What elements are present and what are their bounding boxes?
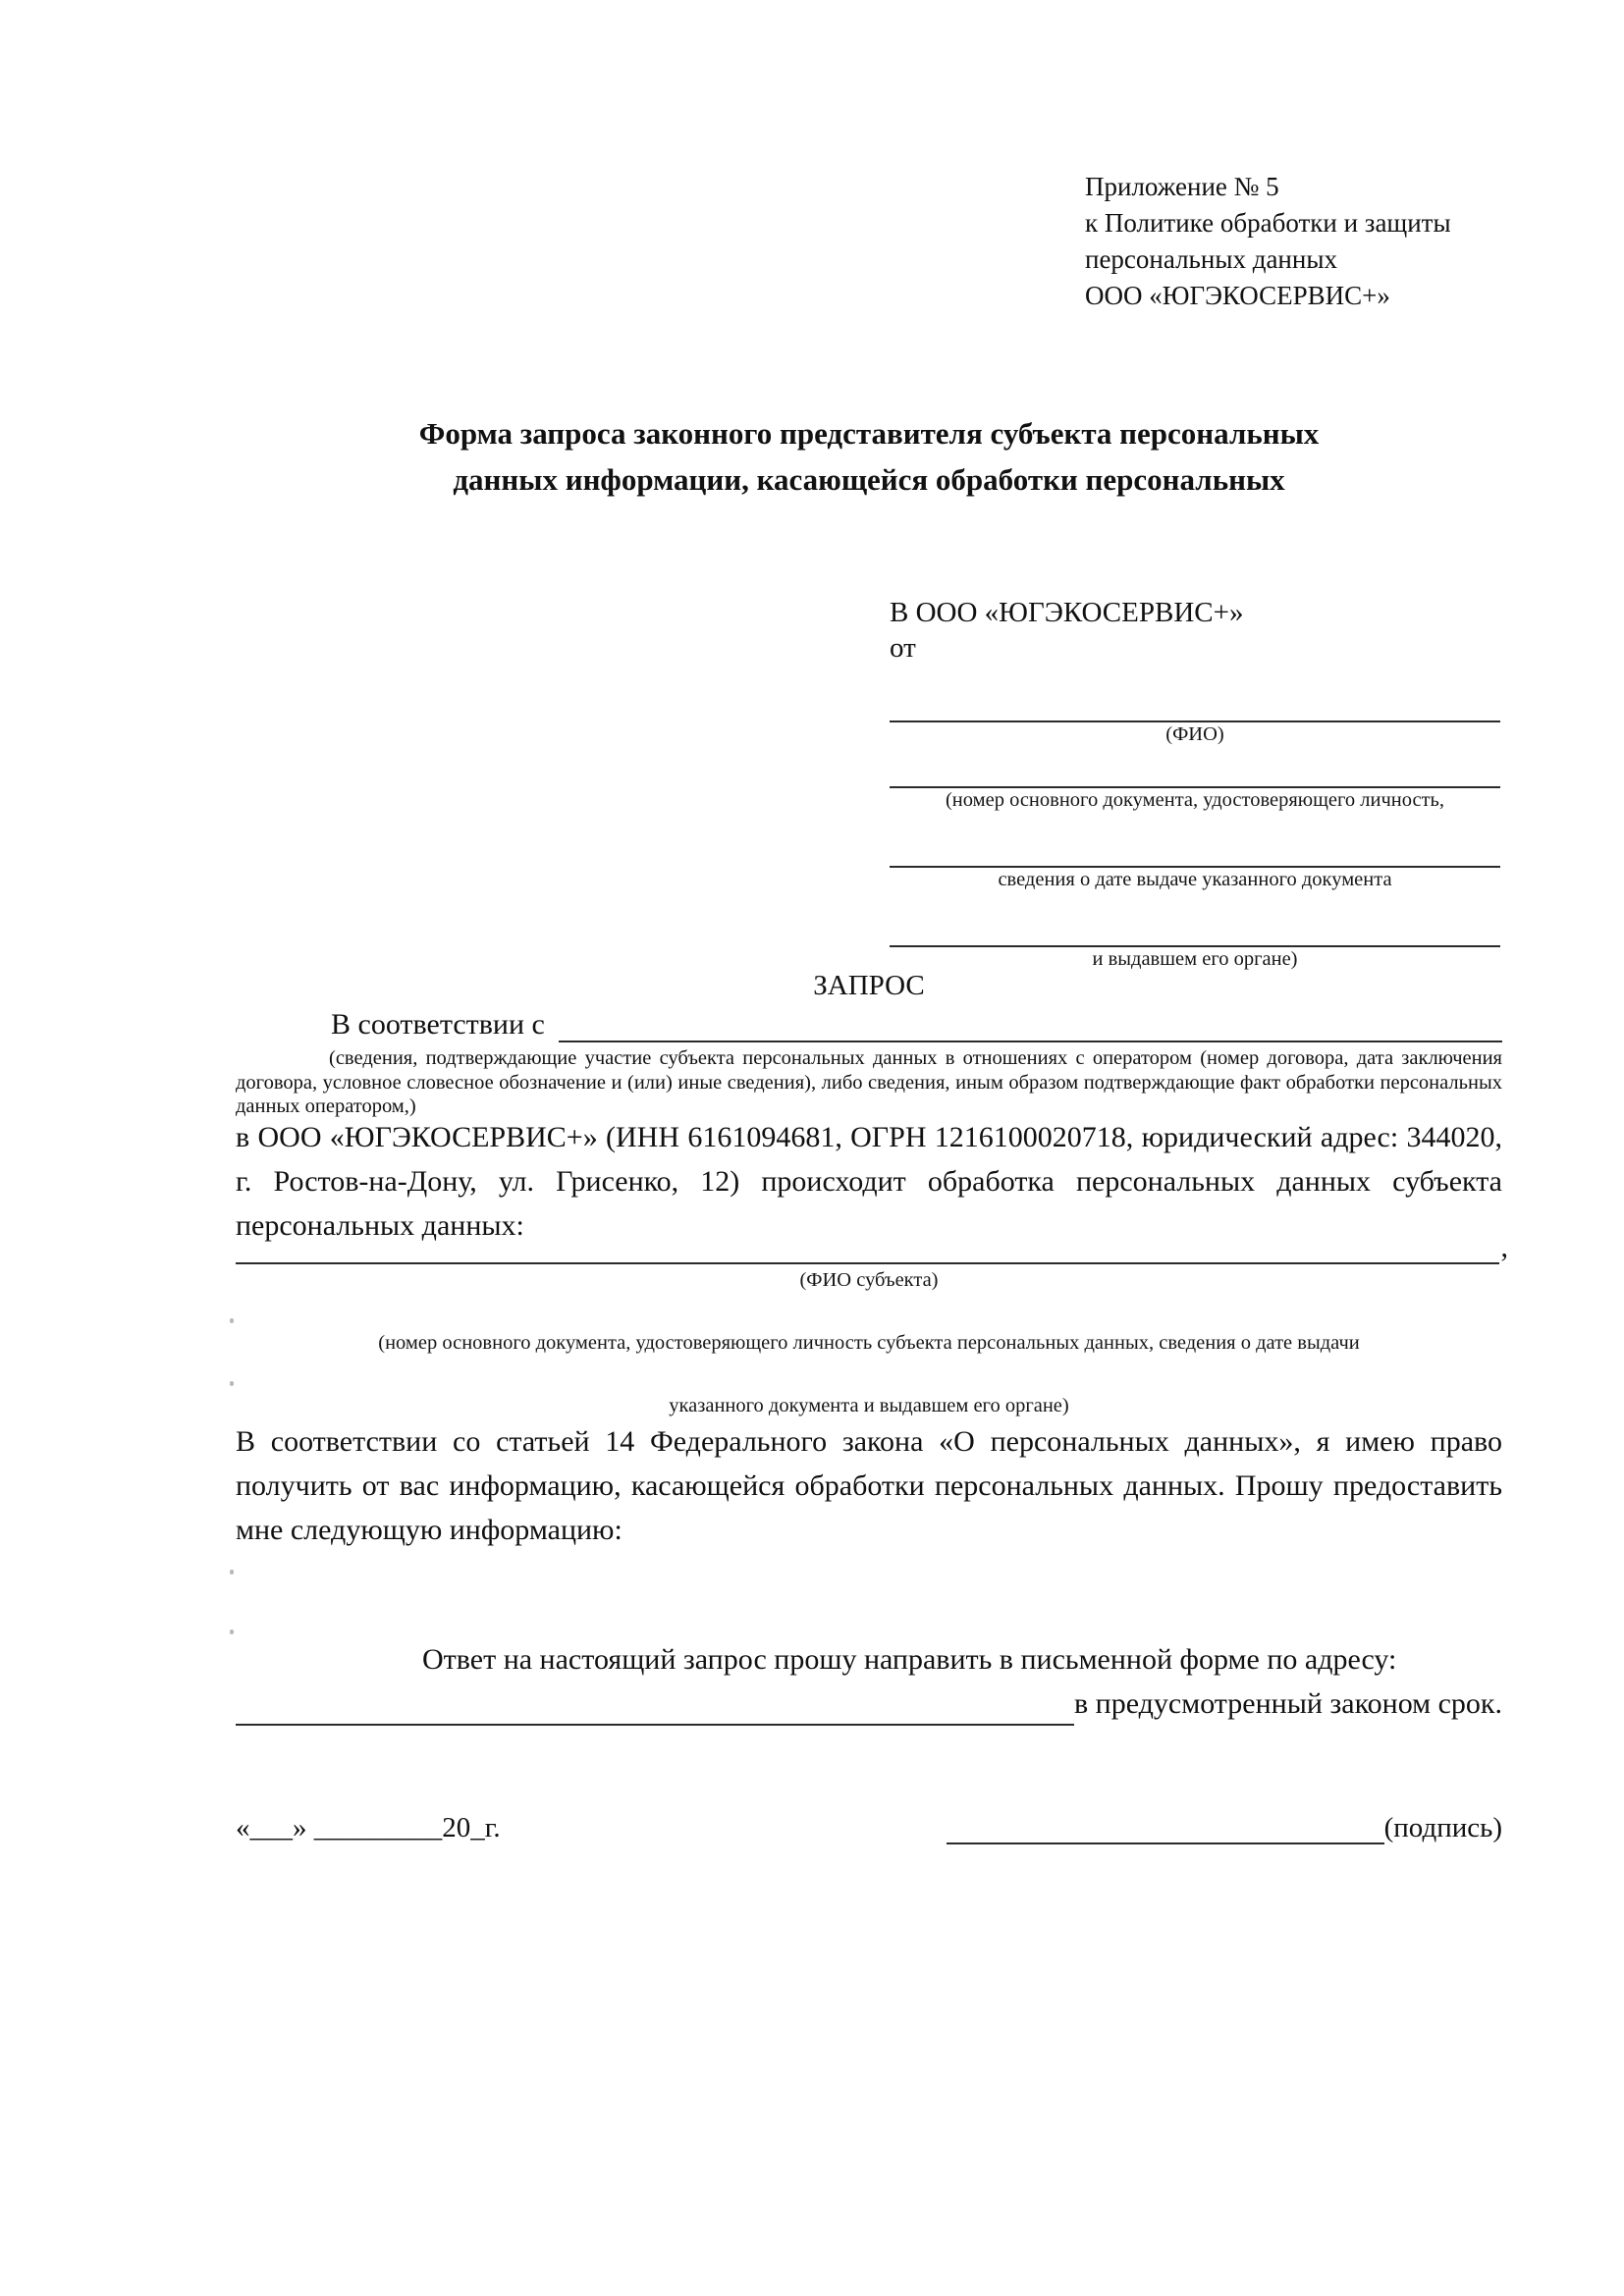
appendix-header-line: ООО «ЮГЭКОСЕРВИС+» bbox=[1085, 281, 1390, 310]
doc-number-caption: (номер основного документа, удостоверяющего личность, bbox=[945, 789, 1445, 811]
addressee-to: В ООО «ЮГЭКОСЕРВИС+» bbox=[890, 597, 1244, 628]
comma-suffix: , bbox=[1500, 1231, 1508, 1263]
document-title-line: Форма запроса законного представителя субъекта персональных bbox=[418, 416, 1320, 451]
addressee-from-label: от bbox=[890, 632, 916, 664]
document-title bbox=[236, 410, 1502, 503]
scan-speck bbox=[230, 1629, 234, 1634]
scan-speck bbox=[230, 1381, 234, 1386]
fio-caption: (ФИО) bbox=[1165, 723, 1224, 745]
signature-group bbox=[947, 1812, 1502, 1844]
doc-issuer-caption: и выдавшем его органе) bbox=[1092, 948, 1298, 970]
reply-address-blank-line bbox=[236, 1694, 1074, 1726]
law-paragraph: В соответствии со статьей 14 Федерального закона «О персональных данных», я имею право получить от вас информацию, касающейся обработки персональных данных. Прошу предоставить мне следующую информацию: bbox=[236, 1425, 1502, 1546]
doc-date-caption: сведения о дате выдаче указанного документа bbox=[998, 869, 1392, 890]
reply-line: Ответ на настоящий запрос прошу направить в письменной форме по адресу: bbox=[422, 1643, 1397, 1676]
accordance-blank-line bbox=[559, 1011, 1502, 1042]
fio-blank-line bbox=[890, 666, 1500, 722]
reply-address-row bbox=[236, 1682, 1502, 1726]
doc-number-blank-line bbox=[890, 747, 1500, 788]
appendix-header-line: Приложение № 5 bbox=[1085, 172, 1279, 201]
date-signature-row bbox=[236, 1812, 1502, 1844]
subject-doc-caption-2: указанного документа и выдавшем его органе) bbox=[669, 1395, 1069, 1416]
fine-print-note: (сведения, подтверждающие участие субъекта персональных данных в отношениях с оператором (номер договора, дата заключения договора, условное словесное обозначение и (или) иные сведения), либо сведения, иным образом подтверждающие факт обработки персональных данных оператором,) bbox=[236, 1047, 1502, 1117]
accordance-prefix: В соответствии с bbox=[331, 1008, 545, 1041]
subject-doc-caption-1: (номер основного документа, удостоверяющего личность субъекта персональных данных, сведения о дате выдачи bbox=[378, 1332, 1360, 1354]
date-blank: «___» _________20_г. bbox=[236, 1812, 501, 1843]
request-heading: ЗАПРОС bbox=[813, 970, 925, 1001]
reply-paragraph bbox=[236, 1637, 1502, 1726]
doc-date-blank-line bbox=[890, 813, 1500, 868]
appendix-header-line: персональных данных bbox=[1085, 244, 1337, 274]
subject-fio-blank-line bbox=[236, 1231, 1499, 1264]
scan-speck bbox=[230, 1318, 234, 1323]
appendix-header-line: к Политике обработки и защиты bbox=[1085, 208, 1451, 238]
accordance-line bbox=[236, 1007, 1502, 1042]
reply-suffix: в предусмотренный законом срок. bbox=[1074, 1687, 1502, 1720]
document-title-line: данных информации, касающейся обработки персональных bbox=[453, 462, 1285, 497]
subject-fio-caption: (ФИО субъекта) bbox=[799, 1269, 939, 1291]
signature-blank-line bbox=[947, 1815, 1384, 1844]
subject-fio-blank-row bbox=[236, 1231, 1508, 1264]
appendix-header bbox=[1085, 169, 1507, 314]
operator-paragraph: в ООО «ЮГЭКОСЕРВИС+» (ИНН 6161094681, ОГРН 1216100020718, юридический адрес: 344020, г. Ростов-на-Дону, ул. Грисенко, 12) происходит обработка персональных данных субъекта персональных данных: bbox=[236, 1121, 1502, 1242]
addressee-block bbox=[890, 595, 1500, 972]
signature-caption: (подпись) bbox=[1383, 1812, 1502, 1843]
scan-speck bbox=[230, 1570, 234, 1575]
doc-issuer-blank-line bbox=[890, 892, 1500, 947]
